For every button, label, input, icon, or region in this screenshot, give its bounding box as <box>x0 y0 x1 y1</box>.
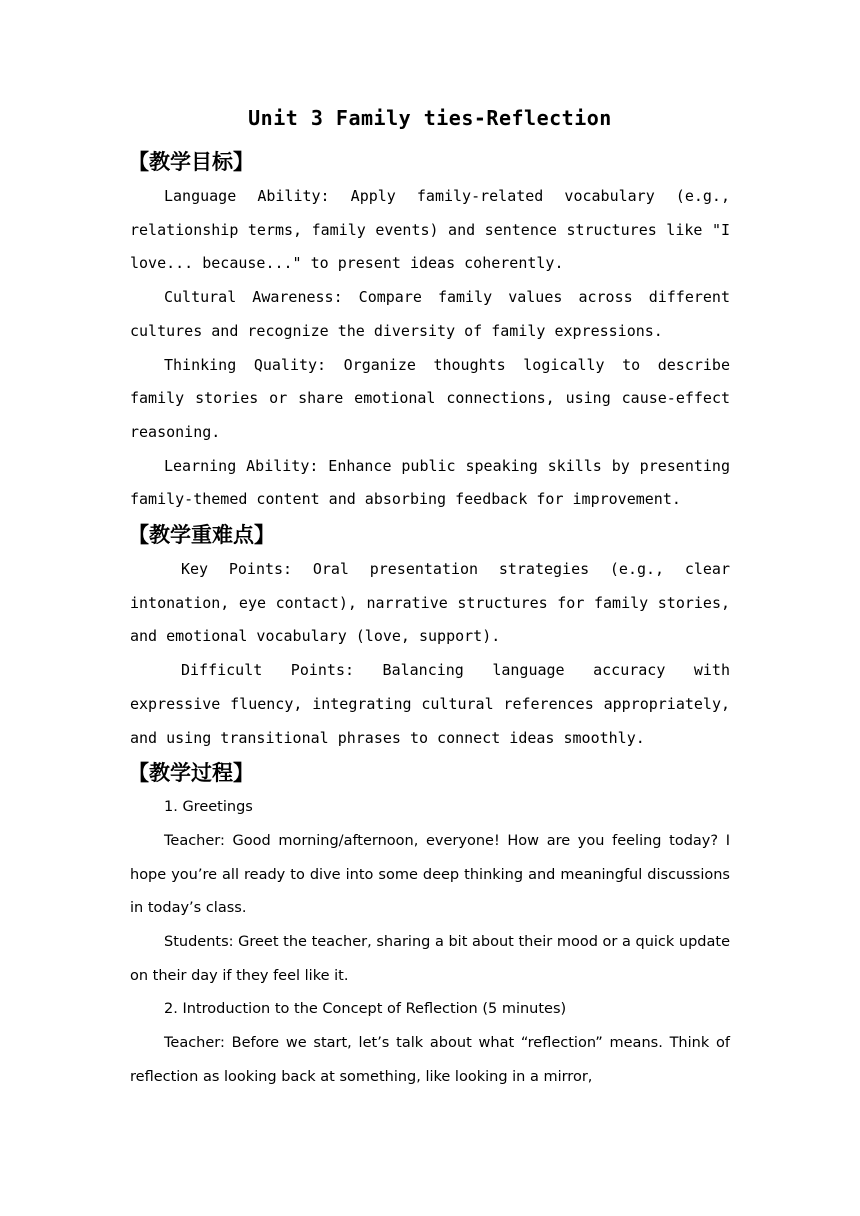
objective-language-ability: Language Ability: Apply family-related vocabulary (e.g., relationship terms, family events) and sentence structures like "I love... because..." to present ideas coherently. <box>130 187 730 273</box>
process-heading: 【教学过程】 <box>128 761 254 786</box>
objectives-section <box>130 144 730 517</box>
key-points-heading: 【教学重难点】 <box>128 523 275 548</box>
step-greetings-title: 1. Greetings <box>164 799 253 816</box>
objective-cultural-awareness: Cultural Awareness: Compare family values across different cultures and recognize the diversity of family expressions. <box>130 288 730 340</box>
objective-learning-ability: Learning Ability: Enhance public speaking skills by presenting family-themed content and absorbing feedback for improvement. <box>130 456 730 509</box>
students-greeting-paragraph: Students: Greet the teacher, sharing a bit about their mood or a quick update on their day if they feel like it. <box>130 934 730 984</box>
key-points-section <box>130 517 730 755</box>
teacher-greeting-paragraph: Teacher: Good morning/afternoon, everyone! How are you feeling today? I hope you’re all ready to dive into some deep thinking and meaningful discussions in today’s class. <box>130 832 730 917</box>
teacher-reflection-paragraph: Teacher: Before we start, let’s talk about what “reflection” means. Think of reflection as looking back at something, like looking in a mirror, <box>130 1035 730 1085</box>
key-points-paragraph: Key Points: Oral presentation strategies (e.g., clear intonation, eye contact), narrative structures for family stories, and emotional vocabulary (love, support). <box>130 560 730 646</box>
document-title: Unit 3 Family ties-Reflection <box>248 106 612 130</box>
difficult-points-paragraph: Difficult Points: Balancing language accuracy with expressive fluency, integrating cultural references appropriately, and using transitional phrases to connect ideas smoothly. <box>130 661 730 747</box>
process-section <box>130 755 730 1094</box>
objective-thinking-quality: Thinking Quality: Organize thoughts logically to describe family stories or share emotional connections, using cause-effect reasoning. <box>130 355 730 441</box>
objectives-heading: 【教学目标】 <box>128 150 254 174</box>
step-reflection-title: 2. Introduction to the Concept of Reflection (5 minutes) <box>164 1001 567 1018</box>
